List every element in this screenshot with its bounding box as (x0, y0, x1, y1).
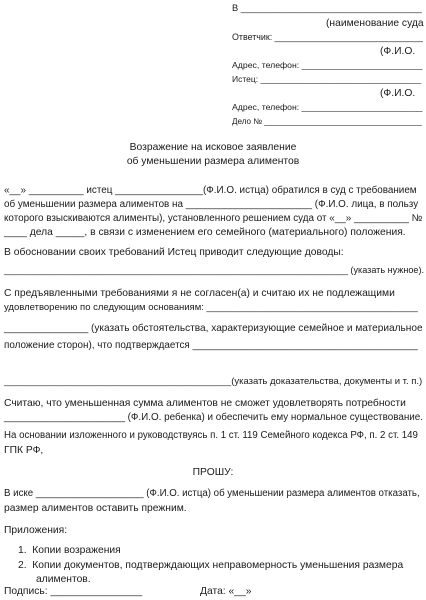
document-title-line1: Возражение на исковое заявление (129, 142, 297, 153)
defendant-address: Адрес, телефон: _________________________ (232, 60, 423, 70)
paragraph-5-line-1: На основании изложенного и руководствуясь п. 1 ст. 119 Семейного кодекса РФ, п. 2 ст. 149 (4, 430, 418, 441)
attachment-item-1: 1. Копии возражения (18, 545, 121, 556)
attachment-item-2-line-2: алиментов. (36, 574, 91, 585)
paragraph-3-line-3: _______________ (указать обстоятельства, характеризующие семейное и материальное (4, 323, 423, 334)
paragraph-1-line-4: ____ дела _____, в связи с изменением его семейного (материального) положения. (4, 227, 406, 238)
paragraph-3-line-4: положение сторон), что подтверждается _________________________________________ (4, 340, 418, 351)
case-number-line: Дело № ___________________________________ (232, 117, 422, 126)
paragraph-3-line-1: С предъявленными требованиями я не согласен(а) и считаю их не подлежащими (4, 288, 395, 299)
date-line: Дата: «__» (200, 586, 252, 597)
court-hint: (наименование суда (326, 18, 424, 29)
paragraph-5-line-2: ГПК РФ, (4, 445, 44, 456)
paragraph-1-line-2: об уменьшении размера алиментов на _______________________ (Ф.И.О. лица, в пользу (4, 199, 419, 210)
plaintiff-line: Истец: __________________________________ (232, 74, 422, 84)
paragraph-1-line-3: которого взыскиваются алименты), установленного решением суда от «__» __________ № (4, 213, 423, 224)
attachment-item-2-line-1: 2. Копии документов, подтверждающих неправомерность уменьшения размера (18, 560, 404, 571)
attachments-label: Приложения: (4, 525, 68, 536)
plaintiff-hint: (Ф.И.О. (380, 88, 416, 99)
defendant-line: Ответчик: ______________________________ (232, 32, 423, 42)
request-heading: ПРОШУ: (192, 467, 234, 478)
signature-line: Подпись: ________________ (4, 586, 143, 597)
paragraph-6-line-1: В иске ____________________ (Ф.И.О. истца) об уменьшении размера алиментов отказать, (4, 488, 420, 499)
paragraph-3-line-2: удовлетворению по следующим основаниям: ________________________________________ (4, 302, 418, 313)
paragraph-4-line-2: ______________________ (Ф.И.О. ребенка) и обеспечить ему нормальное существование. (4, 412, 424, 423)
paragraph-6-line-2: размер алиментов оставить прежним. (4, 503, 187, 514)
paragraph-1-line-1: «__» __________ истец ________________(Ф.И.О. истца) обратился в суд с требованием (4, 185, 417, 196)
court-line: В ___________________________________ (232, 3, 422, 13)
paragraph-2-line-1: В обосновании своих требований Истец приводит следующие доводы: (4, 247, 344, 258)
paragraph-2-line-2: ____________________________________________________________________ (указать нужное). (4, 265, 425, 275)
plaintiff-address: Адрес, телефон: _________________________ (232, 102, 423, 112)
document-title-line2: об уменьшении размера алиментов (126, 156, 300, 167)
paragraph-3-line-5: ___________________________________________(указать доказательства, документы и т. п.) (4, 376, 423, 387)
defendant-hint: (Ф.И.О. (380, 46, 416, 57)
paragraph-4-line-1: Считаю, что уменьшенная сумма алиментов не сможет удовлетворять потребности (4, 398, 406, 409)
